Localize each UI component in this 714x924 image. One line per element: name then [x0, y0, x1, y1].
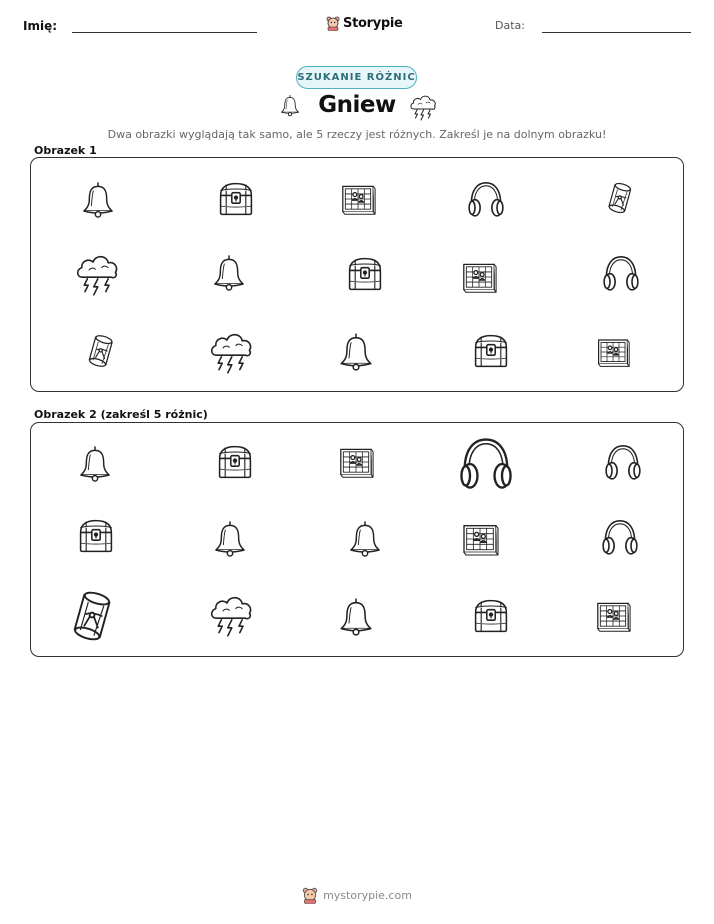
- panel-1-label: Obrazek 1: [34, 144, 97, 157]
- storm-cloud-icon[interactable]: [207, 591, 255, 639]
- bell-icon: [209, 250, 249, 294]
- footer: [0, 883, 714, 907]
- bell-icon: [335, 328, 377, 374]
- game-board-icon: [331, 180, 385, 218]
- storm-cloud-icon: [73, 250, 121, 298]
- treasure-chest-icon[interactable]: [213, 441, 257, 483]
- name-field-line[interactable]: [72, 32, 257, 33]
- headphones-icon[interactable]: [601, 440, 645, 484]
- date-label: Data:: [495, 19, 525, 32]
- storypie-logo-icon: [302, 886, 318, 904]
- game-board-icon: [458, 258, 500, 296]
- picture-2-panel[interactable]: [30, 422, 684, 657]
- scroll-icon: [83, 326, 121, 376]
- game-board-icon: [589, 334, 637, 370]
- storm-cloud-icon: [207, 328, 255, 376]
- bell-icon: [78, 176, 118, 222]
- title-row: [0, 90, 714, 124]
- storypie-logo-icon: [326, 15, 340, 31]
- treasure-chest-icon: [214, 178, 258, 220]
- treasure-chest-icon: [343, 253, 387, 295]
- scroll-icon[interactable]: [65, 583, 123, 649]
- bell-icon[interactable]: [345, 516, 385, 560]
- instructions: Dwa obrazki wyglądają tak samo, ale 5 rzeczy jest różnych. Zakreśl je na dolnym obrazku!: [107, 128, 607, 141]
- headphones-icon[interactable]: [598, 515, 642, 559]
- bell-icon[interactable]: [210, 516, 250, 560]
- treasure-chest-icon[interactable]: [74, 515, 118, 557]
- bell-icon[interactable]: [335, 593, 377, 639]
- activity-badge: SZUKANIE RÓŻNIC: [296, 66, 417, 89]
- headphones-icon: [599, 251, 643, 295]
- game-board-icon[interactable]: [458, 519, 502, 559]
- worksheet-header: [0, 0, 714, 50]
- storm-cloud-icon: [408, 92, 438, 122]
- date-field-line[interactable]: [542, 32, 691, 33]
- scroll-icon: [603, 174, 639, 222]
- headphones-icon: [464, 177, 508, 221]
- treasure-chest-icon: [469, 330, 513, 372]
- treasure-chest-icon[interactable]: [469, 595, 513, 637]
- game-board-icon[interactable]: [589, 597, 637, 635]
- name-label: Imię:: [23, 19, 58, 33]
- picture-1-panel: [30, 157, 684, 392]
- brand: [326, 13, 403, 33]
- brand-name: Storypie: [343, 15, 403, 31]
- page-title: Gniew: [318, 92, 396, 118]
- headphones-icon[interactable]: [451, 431, 521, 495]
- footer-url: mystorypie.com: [323, 888, 412, 902]
- panel-2-label: Obrazek 2 (zakreśl 5 różnic): [34, 408, 208, 421]
- bell-icon[interactable]: [75, 440, 115, 486]
- game-board-icon[interactable]: [327, 443, 385, 481]
